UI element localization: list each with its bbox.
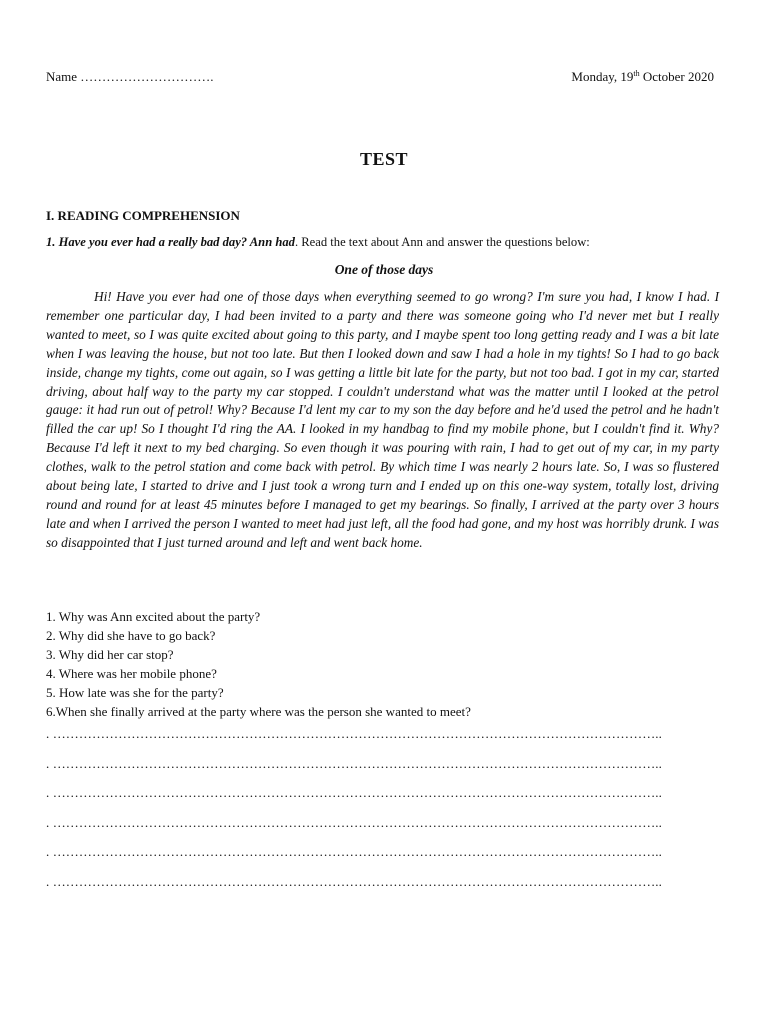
question-item: 5. How late was she for the party? <box>46 685 224 701</box>
question-item: 3. Why did her car stop? <box>46 647 174 663</box>
page-title: TEST <box>359 149 409 169</box>
story-text: Hi! Have you ever had one of those days when everything seemed to go wrong? I'm sure you had, I know I had. I remember one particular day, I had been invited to a party and there was someone going who I'd never met but I really wanted to meet, so I was quite excited about going to this party, and I maybe spent too long getting ready and I was a bit late when I was leaving the house, but not too late. But then I looked down and saw I had a hole in my tights! So I had to go back inside, change my tights, come out again, so I was getting a little bit late for the party, but not too bad. I got in my car, started driving, about half way to the party my car stopped. I couldn't understand what was the matter until I looked at the petrol gauge: it had run out of petrol! Why? Because I'd lent my car to my son the day before and he'd used the petrol and he hadn't filled the car up! So I thought I'd ring the AA. I looked in my handbag to find my mobile phone, but I couldn't find it. Why? Because I'd left it next to my bed charging. So even though it was pouring with rain, I had to get out of my car, in my party clothes, walk to the petrol station and come back with petrol. By which time I was nearly 2 hours late. So, I was so flustered about being late, I started to drive and I just took a wrong turn and I ended up on this one-way system, totally lost, driving round and round for at least 45 minutes before I managed to get my bearings. So finally, I arrived at the party over 3 hours late and when I arrived the person I wanted to meet had just left, all the food had gone, and my host was horribly drunk. I was so disappointed that I just turned around and left and went back home. <box>46 289 719 550</box>
question-list <box>46 607 726 722</box>
answer-line: . ………………………………………………………………………………………………………………………….. <box>46 844 662 859</box>
answer-line: . ………………………………………………………………………………………………………………………….. <box>46 755 662 771</box>
header-row <box>46 69 716 87</box>
answer-line: . ………………………………………………………………………………………………………………………….. <box>46 726 662 741</box>
question-item: 1. Why was Ann excited about the party? <box>46 609 261 624</box>
question-item: 6.When she finally arrived at the party where was the person she wanted to meet? <box>46 704 471 720</box>
name-field-label: Name …………………………. <box>46 69 214 84</box>
exercise-instruction <box>46 235 726 250</box>
question-item: 2. Why did she have to go back? <box>46 628 216 644</box>
story-title: One of those days <box>334 262 434 277</box>
answer-lines <box>46 726 726 903</box>
instruction-question: 1. Have you ever had a really bad day? Ann had <box>46 235 295 249</box>
section-heading: I. READING COMPREHENSION <box>46 208 240 223</box>
date-prefix: Monday, 19 <box>571 69 634 84</box>
answer-line: . ………………………………………………………………………………………………………………………….. <box>46 785 662 800</box>
date-ordinal-suffix: th <box>633 69 640 78</box>
instruction-rest: . Read the text about Ann and answer the questions below: <box>294 235 590 249</box>
answer-line: . ………………………………………………………………………………………………………………………….. <box>46 814 662 830</box>
test-date <box>571 69 714 85</box>
question-item: 4. Where was her mobile phone? <box>46 666 217 682</box>
answer-line: . ………………………………………………………………………………………………………………………….. <box>46 873 662 889</box>
date-rest: October 2020 <box>639 69 714 84</box>
